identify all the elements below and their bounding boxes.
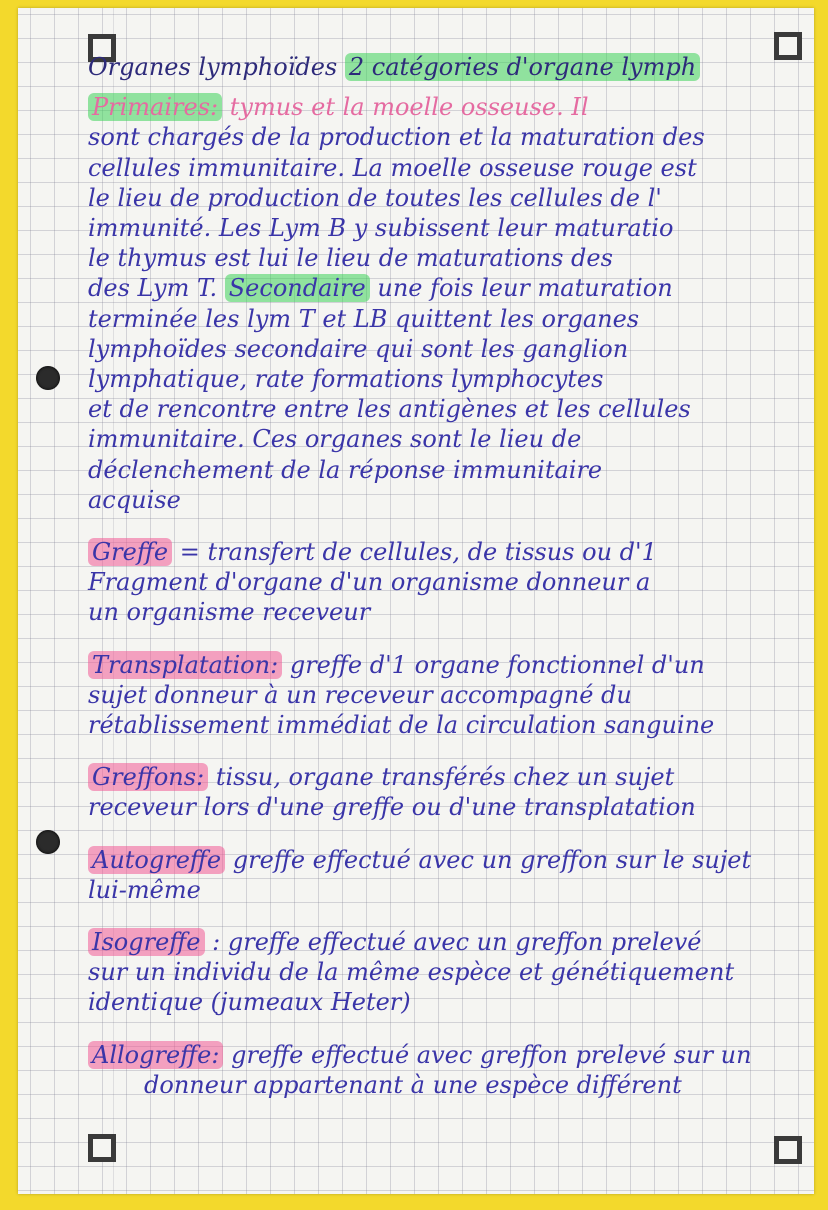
definition-line: rétablissement immédiat de la circulation sanguine <box>88 711 715 740</box>
notebook-page <box>18 8 814 1194</box>
primaires-line: cellules immunitaire. La moelle osseuse rouge est <box>88 153 697 182</box>
definition-autogreffe <box>88 845 814 905</box>
definition-line: lui-même <box>88 875 201 904</box>
corner-marker-bottom-left <box>88 1134 116 1162</box>
secondaire-line: lymphoïdes secondaire qui sont les ganglion <box>88 334 629 363</box>
definition-line: donneur appartenant à une espèce différent <box>144 1070 682 1099</box>
title-categories: 2 catégories d'organe lymph <box>345 53 700 81</box>
term-transplantation: Transplatation: <box>88 651 282 679</box>
definition-line: greffe d'1 organe fonctionnel d'un <box>289 650 705 679</box>
definition-line: greffe effectué avec un greffon sur le sujet <box>232 845 752 874</box>
definition-greffe <box>88 537 814 628</box>
definition-line: : greffe effectué avec un greffon prelevé <box>212 928 702 957</box>
title-line <box>88 52 814 82</box>
secondaire-line: immunitaire. Ces organes sont le lieu de <box>88 425 582 454</box>
term-greffons: Greffons: <box>88 763 208 791</box>
definition-transplantation <box>88 650 814 741</box>
handwritten-notes <box>88 52 814 1100</box>
primaires-section <box>88 92 814 515</box>
definition-line: greffe effectué avec greffon prelevé sur un <box>231 1040 752 1069</box>
secondaire-line: et de rencontre entre les antigènes et les cellules <box>88 395 691 424</box>
definition-line: sur un individu de la même espèce et génétiquement <box>88 958 735 987</box>
secondaire-line: terminée les lym T et LB quittent les organes <box>88 304 640 333</box>
binder-hole <box>36 366 60 390</box>
secondaire-line: déclenchement de la réponse immunitaire <box>88 455 603 484</box>
primaires-line: le lieu de production de toutes les cellules de l' <box>88 183 662 212</box>
definition-greffons <box>88 762 814 822</box>
corner-marker-bottom-right <box>774 1136 802 1164</box>
secondaire-label: Secondaire <box>225 274 370 302</box>
secondaire-line: lymphatique, rate formations lymphocytes <box>88 365 604 394</box>
definition-line: tissu, organe transférés chez un sujet <box>215 763 675 792</box>
primaires-line: tymus et la moelle osseuse. Il <box>229 93 589 122</box>
term-allogreffe: Allogreffe: <box>88 1041 223 1069</box>
definition-allogreffe <box>88 1040 814 1100</box>
secondaire-line: une fois leur maturation <box>377 274 673 303</box>
primaires-line: des Lym T. <box>88 274 218 303</box>
term-greffe: Greffe <box>88 538 172 566</box>
term-isogreffe: Isogreffe <box>88 928 205 956</box>
definition-line: sujet donneur à un receveur accompagné du <box>88 680 632 709</box>
definition-line: Fragment d'organe d'un organisme donneur a <box>88 568 651 597</box>
term-autogreffe: Autogreffe <box>88 846 225 874</box>
definition-line: identique (jumeaux Heter) <box>88 988 411 1017</box>
primaires-label: Primaires: <box>88 93 222 121</box>
definition-line: receveur lors d'une greffe ou d'une transplatation <box>88 793 696 822</box>
definition-line: un organisme receveur <box>88 598 371 627</box>
primaires-line: immunité. Les Lym B y subissent leur maturatio <box>88 214 674 243</box>
definition-isogreffe <box>88 927 814 1018</box>
definition-line: = transfert de cellules, de tissus ou d'1 <box>179 538 657 567</box>
title-heading: Organes lymphoïdes <box>88 53 338 81</box>
binder-hole <box>36 830 60 854</box>
primaires-line: le thymus est lui le lieu de maturations des <box>88 244 613 273</box>
primaires-line: sont chargés de la production et la maturation des <box>88 123 705 152</box>
secondaire-line: acquise <box>88 485 181 514</box>
